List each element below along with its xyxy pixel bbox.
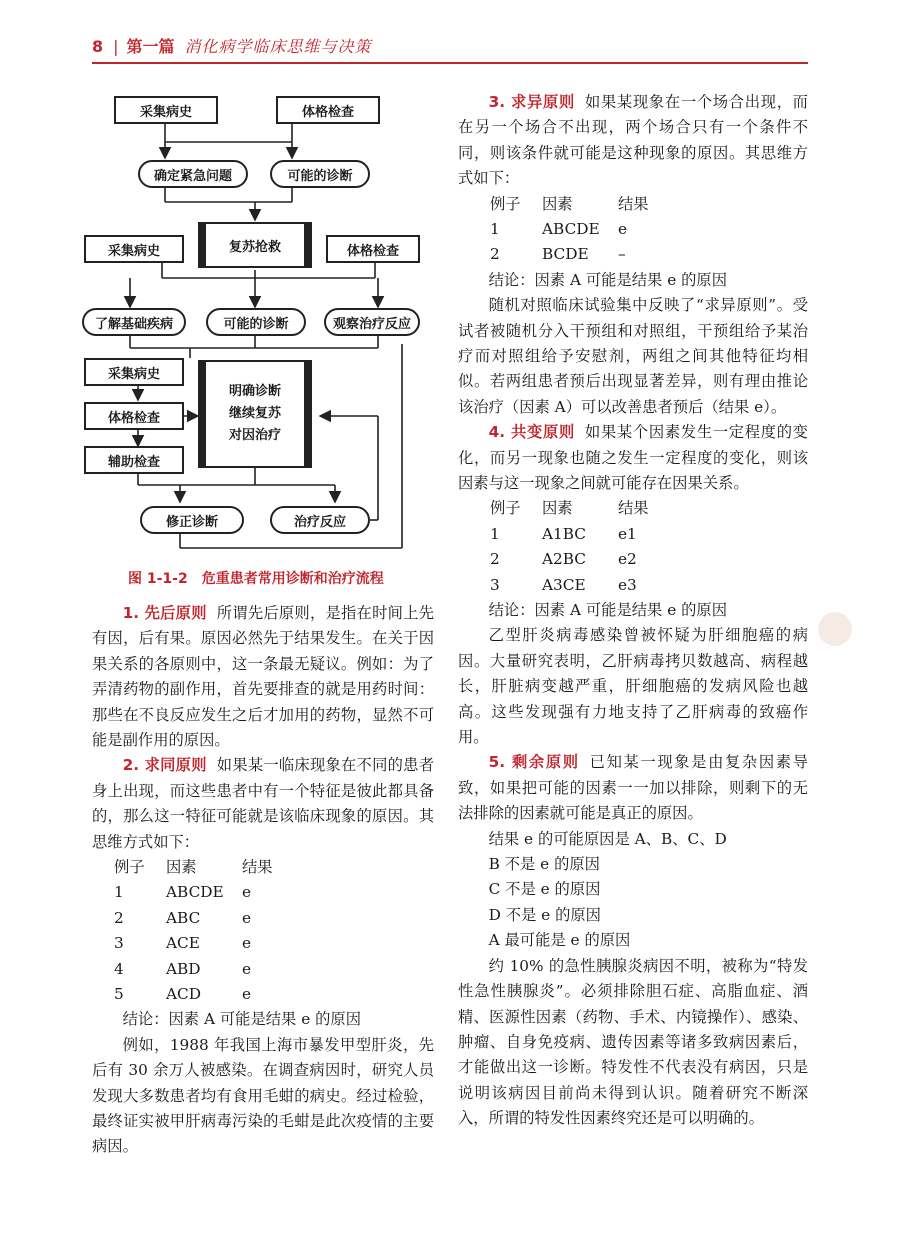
section-5-line: D 不是 e 的原因 [488, 905, 601, 924]
section-5-line: 结果 e 的可能原因是 A、B、C、D [488, 829, 727, 848]
table-cell: e [242, 934, 252, 953]
table-cell: ACE [166, 934, 200, 953]
page-number: 8 [92, 37, 104, 56]
flow-box-definitive [204, 360, 306, 468]
left-column [92, 601, 434, 1160]
table-cell: e3 [618, 575, 637, 594]
table-header-cell: 例子 [114, 858, 145, 877]
section-4-text: 如果某个因素发生一定程度的变化，而另一现象也随之发生一定程度的变化，则该因素与这一现象之间就可能存在因果关系。 [458, 423, 808, 493]
table-cell: e [242, 959, 252, 978]
table-cell: 1 [114, 883, 124, 902]
header-separator: | [113, 37, 119, 56]
flow-pill-urgent-problem: 确定紧急问题 [138, 160, 248, 188]
table-cell: A1BC [542, 524, 587, 543]
section-5-line: C 不是 e 的原因 [488, 880, 601, 899]
table-row [490, 217, 808, 242]
table-cell: 2 [490, 550, 500, 569]
table-cell: e [242, 883, 252, 902]
section-5-line: B 不是 e 的原因 [488, 855, 600, 874]
figure-caption: 图 1-1-2 危重患者常用诊断和治疗流程 [128, 571, 384, 587]
table-header-cell: 因素 [542, 499, 573, 518]
section-5-paragraph [458, 750, 808, 826]
table-cell: BCDE [542, 245, 589, 264]
section-4-conclusion: 结论：因素 A 可能是结果 e 的原因 [488, 601, 728, 620]
table-cell: e1 [618, 524, 637, 543]
table-row [490, 242, 808, 267]
table-cell: A3CE [542, 575, 586, 594]
table-header-cell: 因素 [166, 858, 197, 877]
flow-pill-treatment-response-watch: 观察治疗反应 [324, 308, 420, 336]
table-cell: A2BC [542, 550, 587, 569]
table-cell: 3 [490, 575, 500, 594]
flow-pill-possible-diagnosis-2: 可能的诊断 [206, 308, 306, 336]
table-cell: ABC [166, 908, 201, 927]
section-3-text: 如果某现象在一个场合出现，而在另一个场合不出现，两个场合只有一个条件不同，则该条件就可能是这种现象的原因。其思维方式如下： [458, 93, 808, 188]
section-2-heading: 2. 求同原则 [122, 756, 207, 775]
flow-pill-underlying-disease: 了解基础疾病 [82, 308, 186, 336]
section-3-example: 随机对照临床试验集中反映了“求异原则”。受试者被随机分入干预组和对照组，干预组给予某治疗而对照组给予安慰剂，两组之间其他特征均相似。若两组患者预后出现显著差异，则有理由推论该治疗（因素 A）可以改善患者预后（结果 e）。 [458, 296, 808, 416]
table-header-cell: 例子 [490, 194, 521, 213]
table-cell: ABD [166, 959, 201, 978]
section-2-paragraph [92, 753, 434, 855]
table-cell: 2 [114, 908, 124, 927]
right-column [458, 90, 808, 1132]
section-2-conclusion: 结论：因素 A 可能是结果 e 的原因 [122, 1010, 362, 1029]
table-row [490, 522, 808, 547]
flow-pill-revise-diagnosis: 修正诊断 [140, 506, 244, 534]
flow-box-exam-mid: 体格检查 [326, 235, 420, 263]
section-3-paragraph [458, 90, 808, 192]
table-header-cell: 结果 [242, 858, 273, 877]
section-5-line: A 最可能是 e 的原因 [488, 931, 631, 950]
flow-pill-possible-diagnosis-1: 可能的诊断 [270, 160, 370, 188]
table-row [114, 906, 434, 931]
section-3-conclusion: 结论：因素 A 可能是结果 e 的原因 [488, 270, 728, 289]
flow-pill-treatment-response: 治疗反应 [270, 506, 370, 534]
section-1-paragraph [92, 601, 434, 753]
watermark-seal [818, 612, 852, 646]
section-4-heading: 4. 共变原则 [488, 423, 575, 442]
flow-text-clear-diagnosis: 明确诊断 [228, 384, 281, 399]
table-cell: ACD [166, 985, 202, 1004]
table-row [490, 547, 808, 572]
section-3-heading: 3. 求异原则 [488, 93, 575, 111]
flow-box-resuscitation: 复苏抢救 [204, 222, 306, 268]
header-rule [92, 62, 808, 64]
table-header-cell: 结果 [618, 194, 649, 213]
flow-box-history-stack: 采集病史 [84, 358, 184, 386]
table-cell: – [618, 245, 626, 264]
table-cell: 1 [490, 524, 500, 543]
table-cell: 5 [114, 985, 124, 1004]
flow-box-history-mid: 采集病史 [84, 235, 184, 263]
table-row [114, 982, 434, 1007]
table-row [114, 931, 434, 956]
section-2-text: 如果某一临床现象在不同的患者身上出现，而这些患者中有一个特征是彼此都具备的，那么这一特征可能就是该临床现象的原因。其思维方式如下： [92, 756, 434, 851]
flow-box-exam-top: 体格检查 [276, 96, 380, 124]
section-2-example: 例如，1988 年我国上海市暴发甲型肝炎，先后有 30 余万人被感染。在调查病因时，研究人员发现大多数患者均有食用毛蚶的病史。经过检验，最终证实被甲肝病毒污染的毛蚶是此次疫情的主要病因。 [92, 1035, 434, 1156]
table-cell: ABCDE [166, 883, 224, 902]
section-5-example: 约 10% 的急性胰腺炎病因不明，被称为“特发性急性胰腺炎”。必须排除胆石症、高脂血症、酒精、医源性因素（药物、手术、内镜操作）、感染、肿瘤、自身免疫病、遗传因素等诸多致病因素后，才能做出这一诊断。特发性不代表没有病因，只是说明该病因目前尚未得到认识。随着研究不断深入，所谓的特发性因素终究还是可以明确的。 [458, 956, 808, 1128]
table-cell: 4 [114, 959, 124, 978]
table-row [114, 957, 434, 982]
table-header-cell: 例子 [490, 499, 521, 518]
flowchart [80, 90, 420, 560]
flow-box-auxiliary-tests: 辅助检查 [84, 446, 184, 474]
header-title: 消化病学临床思维与决策 [184, 37, 372, 56]
table-cell: e [242, 985, 252, 1004]
table-row [114, 880, 434, 905]
section-4-paragraph [458, 420, 808, 496]
table-row [490, 573, 808, 598]
table-header-row [490, 496, 808, 521]
section-5-heading: 5. 剩余原则 [488, 753, 580, 772]
flow-box-exam-stack: 体格检查 [84, 402, 184, 430]
table-cell: 3 [114, 934, 124, 953]
table-cell: e [618, 220, 628, 239]
difference-table [490, 192, 808, 268]
table-header-row [490, 192, 808, 217]
section-1-text: 所谓先后原则，是指在时间上先有因，后有果。原因必然先于结果发生。在关于因果关系的各原则中，这一条最无疑议。例如：为了弄清药物的副作用，首先要排查的就是用药时间：那些在不良反应发生之后才加用的药物，显然不可能是副作用的原因。 [92, 604, 434, 750]
table-header-cell: 结果 [618, 499, 649, 518]
flow-box-history-top: 采集病史 [114, 96, 218, 124]
header-part: 第一篇 [126, 37, 175, 56]
table-header-row [114, 855, 434, 880]
flow-text-causal-treatment: 对因治疗 [228, 428, 281, 443]
table-cell: 1 [490, 220, 500, 239]
table-cell: e [242, 908, 252, 927]
covariation-table [490, 496, 808, 598]
agreement-table [114, 855, 434, 1007]
table-cell: ABCDE [542, 220, 600, 239]
table-cell: e2 [618, 550, 637, 569]
running-header [92, 34, 372, 57]
section-4-example: 乙型肝炎病毒感染曾被怀疑为肝细胞癌的病因。大量研究表明，乙肝病毒拷贝数越高、病程越长，肝脏病变越严重，肝细胞癌的发病风险也越高。这些发现强有力地支持了乙肝病毒的致癌作用。 [458, 626, 808, 747]
table-header-cell: 因素 [542, 194, 573, 213]
section-1-heading: 1. 先后原则 [122, 604, 207, 622]
section-5-text: 已知某一现象是由复杂因素导致，如果把可能的因素一一加以排除，则剩下的无法排除的因素就可能是真正的原因。 [458, 753, 808, 823]
table-cell: 2 [490, 245, 500, 264]
flow-text-continue-resus: 继续复苏 [228, 406, 281, 421]
